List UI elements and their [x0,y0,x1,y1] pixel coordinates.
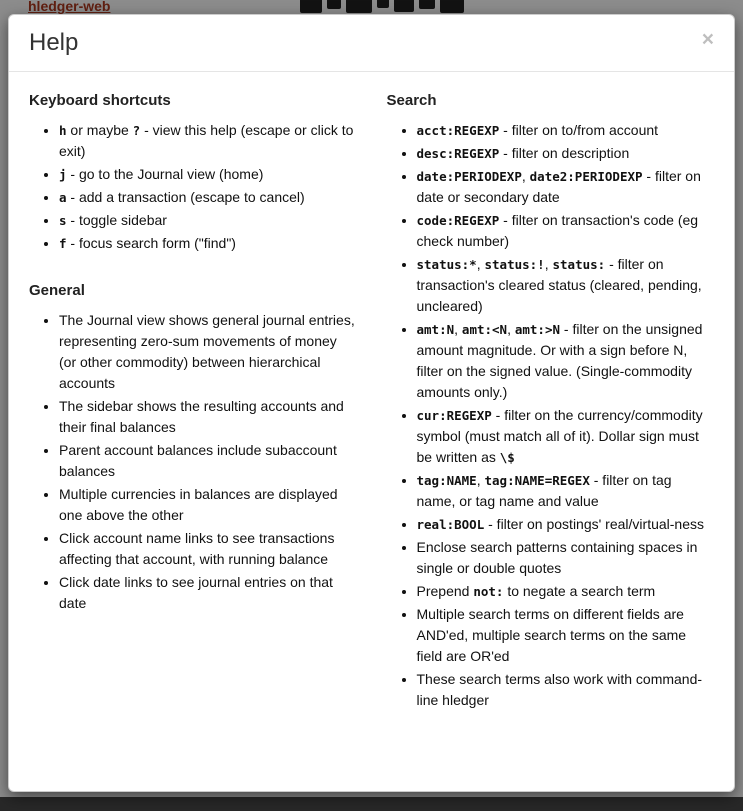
hledger-web-brand-link: hledger-web [28,0,111,14]
code-term: cur:REGEXP [416,408,492,423]
list-item: • Click date links to see journal entries on that date [59,572,357,614]
code-term: status:! [484,257,545,272]
right-column [387,78,715,719]
list-item: • h or maybe ? - view this help (escape or click to exit) [59,120,357,162]
modal-title: Help [29,29,79,56]
code-term: desc:REGEXP [416,146,500,161]
help-modal [8,14,735,792]
code-term: j [59,167,67,182]
list-item: • amt:N, amt:<N, amt:>N - filter on the unsigned amount magnitude. Or with a sign before N, filter on the signed value. (Single-commodity amounts only.) [417,319,715,403]
code-term: amt:<N [461,322,508,337]
code-term: status:* [416,257,477,272]
code-term: \$ [499,450,515,465]
list-item: • date:PERIODEXP, date2:PERIODEXP - filter on date or secondary date [417,166,715,208]
search-list [387,120,715,711]
list-item: • tag:NAME, tag:NAME=REGEX - filter on tag name, or tag name and value [417,470,715,512]
list-item: • real:BOOL - filter on postings' real/virtual-ness [417,514,715,535]
code-term: f [59,236,67,251]
keyboard-shortcuts-list [29,120,357,254]
section-heading-search: Search [386,92,437,109]
list-item: • acct:REGEXP - filter on to/from account [417,120,715,141]
code-term: tag:NAME=REGEX [484,473,590,488]
list-item: • status:*, status:!, status: - filter on transaction's cleared status (cleared, pending, uncleared) [417,254,715,317]
list-item: • code:REGEXP - filter on transaction's code (eg check number) [417,210,715,252]
section-heading-keyboard-shortcuts: Keyboard shortcuts [29,92,171,109]
code-term: amt:>N [514,322,561,337]
code-term: s [59,213,67,228]
code-term: code:REGEXP [416,213,500,228]
list-item: • desc:REGEXP - filter on description [417,143,715,164]
list-item: • Parent account balances include subaccount balances [59,440,357,482]
code-term: amt:N [416,322,455,337]
list-item: • Enclose search patterns containing spaces in single or double quotes [417,537,715,579]
code-term: acct:REGEXP [416,123,500,138]
code-term: tag:NAME [416,473,477,488]
general-list [29,310,357,614]
list-item: • s - toggle sidebar [59,210,357,231]
code-term: a [59,190,67,205]
list-item: • Multiple currencies in balances are displayed one above the other [59,484,357,526]
code-term: real:BOOL [416,517,485,532]
list-item: • The Journal view shows general journal entries, representing zero-sum movements of money (or other commodity) between hierarchical accounts [59,310,357,394]
section-heading-general: General [29,282,85,299]
list-item: • The sidebar shows the resulting accounts and their final balances [59,396,357,438]
code-term: date2:PERIODEXP [529,169,643,184]
close-icon[interactable]: × [701,28,714,51]
modal-body [9,72,734,739]
code-term: date:PERIODEXP [416,169,522,184]
list-item: • Prepend not: to negate a search term [417,581,715,602]
code-term: not: [473,584,504,599]
code-term: h [59,123,67,138]
list-item: • These search terms also work with command-line hledger [417,669,715,711]
modal-header [9,15,734,72]
list-item: • cur:REGEXP - filter on the currency/commodity symbol (must match all of it). Dollar sign must be written as \$ [417,405,715,468]
code-term: ? [132,123,141,138]
list-item: • Multiple search terms on different fields are AND'ed, multiple search terms on the same field are OR'ed [417,604,715,667]
list-item: • a - add a transaction (escape to cancel) [59,187,357,208]
list-item: • j - go to the Journal view (home) [59,164,357,185]
list-item: • Click account name links to see transactions affecting that account, with running balance [59,528,357,570]
left-column [29,78,357,719]
list-item: • f - focus search form ("find") [59,233,357,254]
code-term: status: [552,257,606,272]
